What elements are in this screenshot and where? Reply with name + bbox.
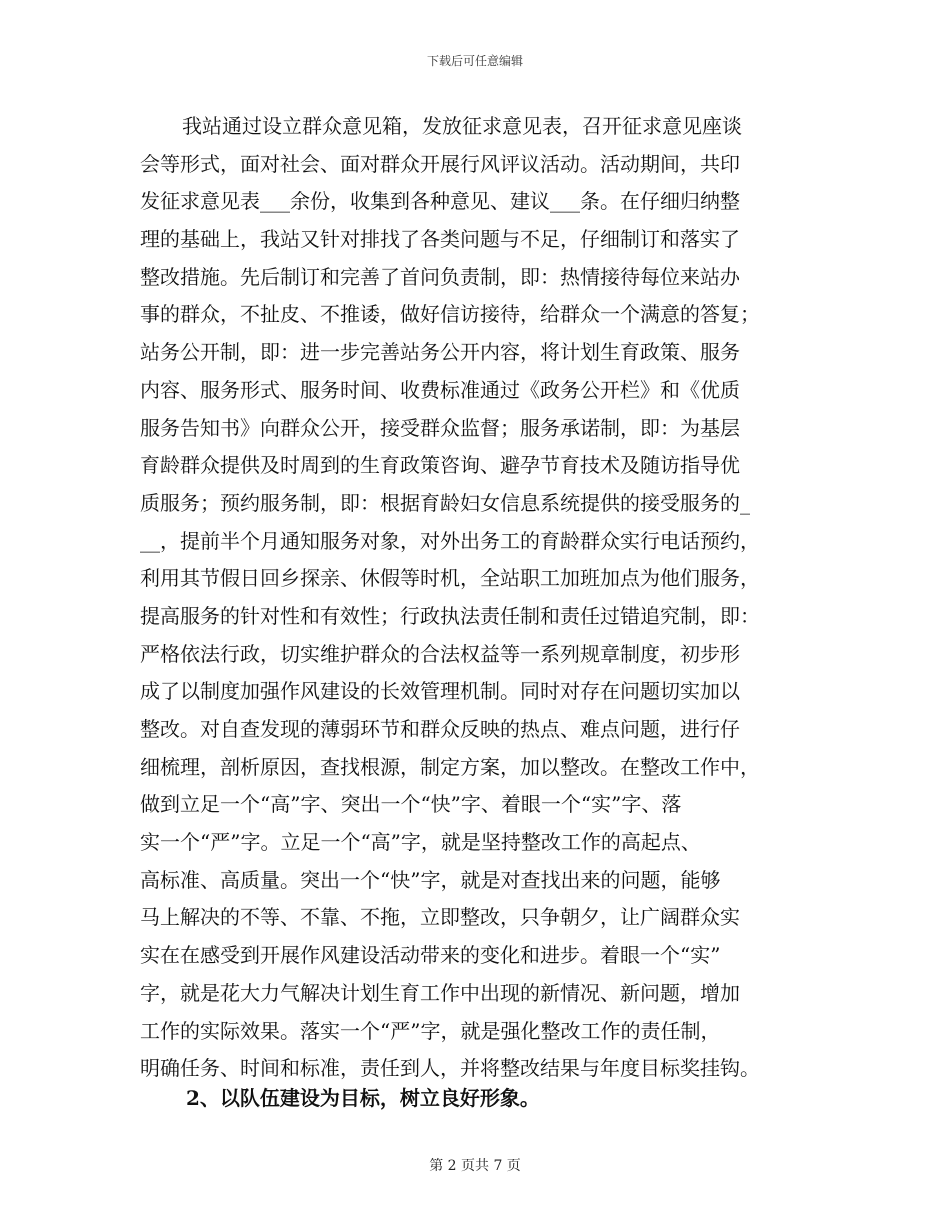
text-line: 服务告知书》向群众公开，接受群众监督；服务承诺制，即：为基层	[140, 415, 740, 440]
text-line: 利用其节假日回乡探亲、休假等时机，全站职工加班加点为他们服务，	[140, 566, 760, 591]
text-line: 我站通过设立群众意见箱，发放征求意见表，召开征求意见座谈	[182, 114, 742, 138]
text-line: 会等形式，面对社会、面对群众开展行风评议活动。活动期间，共印	[140, 151, 740, 176]
text-line: 明确任务、时间和标准，责任到人，并将整改结果与年度目标奖挂钩。	[140, 1056, 760, 1081]
text-line: 高标准、高质量。突出一个“快”字，就是对查找出来的问题，能够	[140, 867, 721, 892]
text-line: 字，就是花大力气解决计划生育工作中出现的新情况、新问题，增加	[140, 980, 740, 1005]
text-line: 整改。对自查发现的薄弱环节和群众反映的热点、难点问题，进行仔	[140, 717, 740, 741]
text-line: 事的群众，不扯皮、不推诿，做好信访接待，给群众一个满意的答复；	[140, 302, 760, 327]
page-footer: 第 2 页共 7 页	[429, 1158, 521, 1174]
text-line: 提高服务的针对性和有效性；行政执法责任制和责任过错追究制，即：	[140, 603, 760, 628]
text-line: __，提前半个月通知服务对象，对外出务工的育龄群众实行电话预约，	[140, 528, 760, 553]
text-line: 质服务；预约服务制，即：根据育龄妇女信息系统提供的接受服务的_	[140, 490, 750, 515]
text-line: 理的基础上，我站又针对排找了各类问题与不足，仔细制订和落实了	[140, 227, 740, 252]
text-line: 细梳理，剖析原因，查找根源，制定方案，加以整改。在整改工作中，	[140, 754, 760, 779]
text-line: 整改措施。先后制订和完善了首问负责制，即：热情接待每位来站办	[140, 264, 740, 289]
text-line: 严格依法行政，切实维护群众的合法权益等一系列规章制度，初步形	[140, 641, 740, 666]
body-text	[140, 108, 812, 1088]
text-line: 育龄群众提供及时周到的生育政策咨询、避孕节育技术及随访指导优	[140, 453, 740, 478]
text-line: 发征求意见表___余份，收集到各种意见、建议___条。在仔细归纳整	[140, 189, 740, 214]
text-line: 实在在感受到开展作风建设活动带来的变化和进步。着眼一个“实”	[140, 943, 721, 968]
text-line: 成了以制度加强作风建设的长效管理机制。同时对存在问题切实加以	[140, 679, 740, 704]
page-header: 下载后可任意编辑	[426, 54, 523, 68]
text-line: 站务公开制，即：进一步完善站务公开内容，将计划生育政策、服务	[140, 340, 740, 365]
text-line: 内容、服务形式、服务时间、收费标准通过《政务公开栏》和《优质	[140, 377, 740, 402]
text-line: 实一个“严”字。立足一个“高”字，就是坚持整改工作的高起点、	[140, 830, 701, 855]
text-line: 做到立足一个“高”字、突出一个“快”字、着眼一个“实”字、落	[140, 792, 682, 817]
text-line: 马上解决的不等、不靠、不拖，立即整改，只争朝夕，让广阔群众实	[140, 905, 740, 930]
text-line: 工作的实际效果。落实一个“严”字，就是强化整改工作的责任制，	[140, 1018, 721, 1043]
section-heading: 2、以队伍建设为目标，树立良好形象。	[186, 1086, 540, 1110]
